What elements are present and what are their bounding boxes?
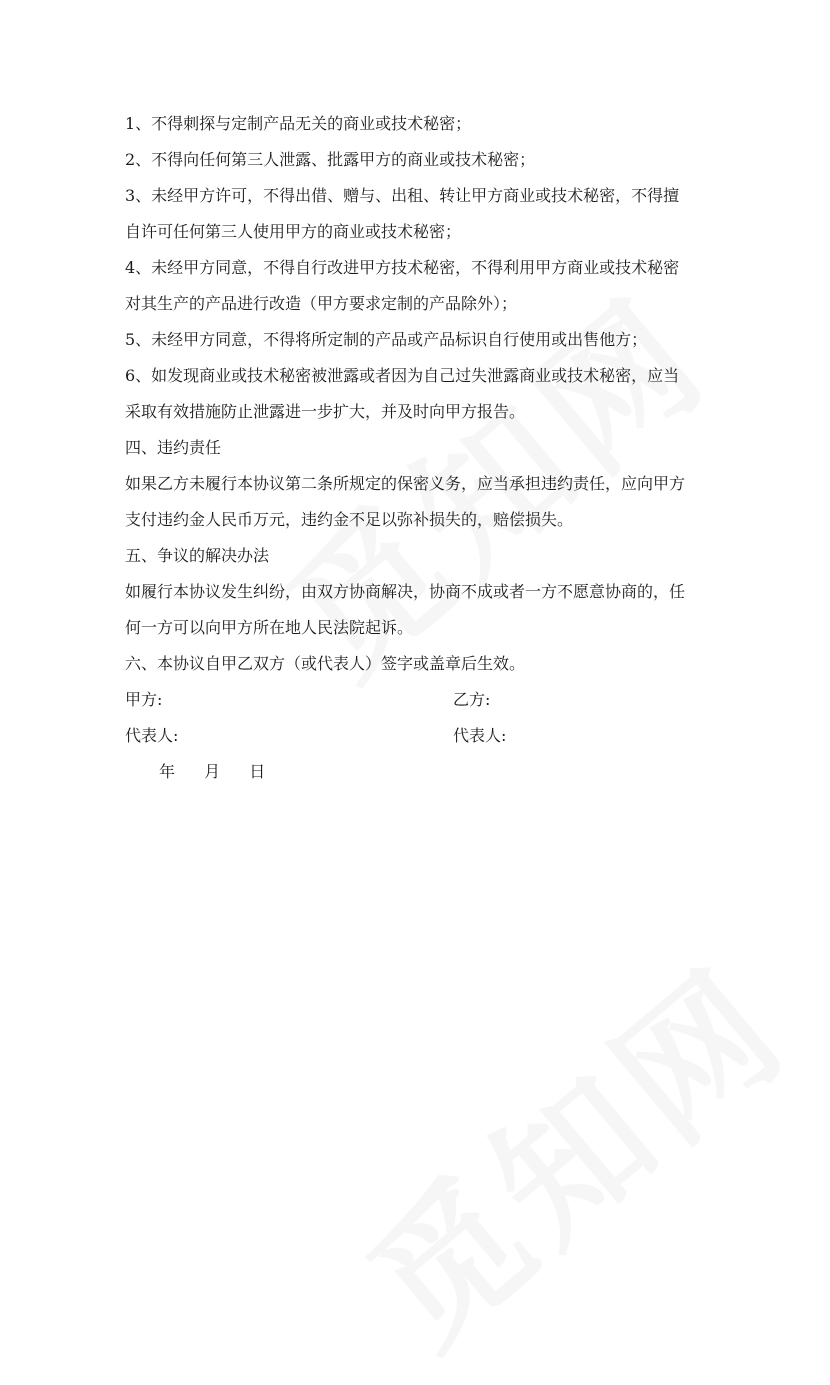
clause-2: 2、不得向任何第三人泄露、批露甲方的商业或技术秘密； [125, 150, 536, 169]
section-5-heading: 五、争议的解决办法 [125, 546, 270, 565]
rep-a-label: 代表人: [125, 726, 179, 745]
section-5-line-1: 如履行本协议发生纠纷，由双方协商解决，协商不成或者一方不愿意协商的，任 [125, 582, 686, 601]
party-b-label: 乙方: [453, 690, 491, 709]
rep-b-label: 代表人: [453, 726, 507, 745]
party-a-label: 甲方: [125, 690, 163, 709]
clause-1: 1、不得刺探与定制产品无关的商业或技术秘密； [125, 114, 472, 133]
date-line [125, 758, 725, 786]
clause-5: 5、未经甲方同意，不得将所定制的产品或产品标识自行使用或出售他方； [125, 330, 648, 349]
section-4-body [125, 470, 725, 534]
date-day: 日 [249, 762, 266, 781]
clause-6-line-1: 6、如发现商业或技术秘密被泄露或者因为自己过失泄露商业或技术秘密，应当 [125, 366, 680, 385]
clause-6 [125, 362, 725, 426]
date-year: 年 [159, 762, 176, 781]
section-5-body [125, 578, 725, 642]
clause-4-line-2: 对其生产的产品进行改造（甲方要求定制的产品除外）； [125, 294, 518, 313]
clause-6-line-2: 采取有效措施防止泄露进一步扩大，并及时向甲方报告。 [125, 402, 526, 421]
clause-3-line-2: 自许可任何第三人使用甲方的商业或技术秘密； [125, 222, 462, 241]
section-5-line-2: 何一方可以向甲方所在地人民法院起诉。 [125, 618, 414, 637]
section-4-line-2: 支付违约金人民币万元，违约金不足以弥补损失的，赔偿损失。 [125, 510, 574, 529]
date-month: 月 [204, 762, 221, 781]
signature-rep-row [125, 722, 725, 750]
signature-party-row [125, 686, 725, 714]
section-6-heading: 六、本协议自甲乙双方（或代表人）签字或盖章后生效。 [125, 654, 526, 673]
clause-4 [125, 254, 725, 318]
document-body [125, 110, 725, 786]
watermark [317, 911, 824, 1385]
section-4-line-1: 如果乙方未履行本协议第二条所规定的保密义务，应当承担违约责任，应向甲方 [125, 474, 686, 493]
clause-3 [125, 182, 725, 246]
clause-3-line-1: 3、未经甲方许可，不得出借、赠与、出租、转让甲方商业或技术秘密，不得擅 [125, 186, 680, 205]
section-4-heading: 四、违约责任 [125, 438, 222, 457]
clause-4-line-1: 4、未经甲方同意，不得自行改进甲方技术秘密，不得利用甲方商业或技术秘密 [125, 258, 680, 277]
